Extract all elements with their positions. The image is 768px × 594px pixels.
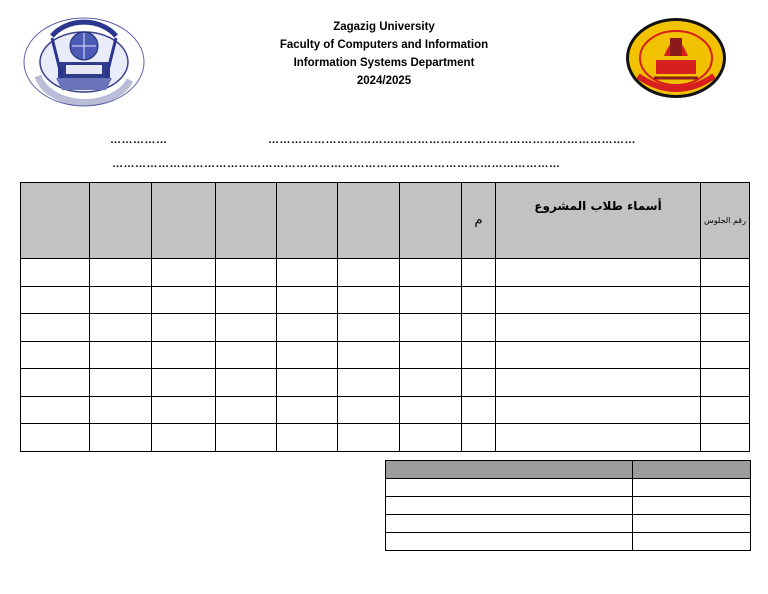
university-name: Zagazig University [333,21,435,33]
summary-cell[interactable] [633,479,751,497]
table-cell[interactable] [152,424,216,452]
header-cell[interactable] [90,183,152,259]
table-cell[interactable] [277,424,338,452]
faculty-name: Faculty of Computers and Information [279,39,489,51]
summary-cell[interactable] [386,515,633,533]
table-cell[interactable] [152,341,216,369]
table-cell[interactable] [701,286,750,314]
table-cell[interactable] [21,259,90,287]
summary-row [386,533,751,551]
table-cell[interactable] [400,259,462,287]
summary-header-cell[interactable] [386,461,633,479]
summary-header-row [386,461,751,479]
header-seat-number: رقم الجلوس [701,183,750,259]
table-cell[interactable] [338,396,400,424]
table-row [21,314,750,342]
table-cell[interactable] [277,369,338,397]
department-name: Information Systems Department [293,57,475,69]
table-cell[interactable] [496,369,701,397]
table-cell[interactable] [338,286,400,314]
table-cell[interactable] [277,341,338,369]
table-cell[interactable] [701,424,750,452]
table-cell[interactable] [277,396,338,424]
university-logo [624,16,728,100]
table-cell[interactable] [216,341,277,369]
table-cell[interactable] [496,396,701,424]
table-cell[interactable] [496,314,701,342]
fill-line-long-1: …………………………………………………………………………………… [268,134,636,146]
table-cell[interactable] [338,314,400,342]
table-cell[interactable] [400,286,462,314]
table-cell[interactable] [90,369,152,397]
table-cell[interactable] [496,424,701,452]
table-cell[interactable] [90,424,152,452]
header-cell[interactable] [216,183,277,259]
table-cell[interactable] [701,259,750,287]
table-cell[interactable] [90,314,152,342]
table-cell[interactable] [21,369,90,397]
students-table [20,182,750,452]
summary-header-cell[interactable] [633,461,751,479]
table-cell[interactable] [400,369,462,397]
table-cell[interactable] [462,424,496,452]
summary-cell[interactable] [386,479,633,497]
header-cell[interactable] [400,183,462,259]
table-row [21,341,750,369]
table-cell[interactable] [701,314,750,342]
table-cell[interactable] [462,369,496,397]
table-cell[interactable] [462,341,496,369]
summary-cell[interactable] [633,515,751,533]
table-cell[interactable] [462,286,496,314]
table-row [21,369,750,397]
table-cell[interactable] [21,341,90,369]
table-cell[interactable] [462,314,496,342]
header-cell[interactable] [338,183,400,259]
table-cell[interactable] [216,369,277,397]
header-student-names: أسماء طلاب المشروع [496,183,701,259]
summary-row [386,515,751,533]
table-row [21,286,750,314]
table-cell[interactable] [496,286,701,314]
fill-line-short: …………… [110,134,168,146]
table-cell[interactable] [216,314,277,342]
table-cell[interactable] [400,424,462,452]
table-cell[interactable] [701,396,750,424]
table-cell[interactable] [152,286,216,314]
table-row [21,396,750,424]
header-serial: م [462,183,496,259]
header-cell[interactable] [277,183,338,259]
table-cell[interactable] [277,286,338,314]
table-cell[interactable] [277,314,338,342]
table-cell[interactable] [400,314,462,342]
header-cell[interactable] [21,183,90,259]
table-cell[interactable] [462,259,496,287]
table-row [21,259,750,287]
table-cell[interactable] [338,369,400,397]
table-cell[interactable] [216,396,277,424]
table-cell[interactable] [216,259,277,287]
table-cell[interactable] [338,341,400,369]
table-cell[interactable] [152,314,216,342]
table-cell[interactable] [338,424,400,452]
header-cell[interactable] [152,183,216,259]
summary-cell[interactable] [386,497,633,515]
table-row [21,424,750,452]
table-header-row [21,183,750,259]
summary-row [386,479,751,497]
table-cell[interactable] [701,341,750,369]
table-cell[interactable] [21,424,90,452]
academic-year: 2024/2025 [356,75,412,87]
table-cell[interactable] [21,396,90,424]
table-cell[interactable] [701,369,750,397]
summary-cell[interactable] [633,497,751,515]
table-cell[interactable] [496,341,701,369]
table-cell[interactable] [152,396,216,424]
table-cell[interactable] [21,314,90,342]
table-cell[interactable] [400,396,462,424]
table-cell[interactable] [90,341,152,369]
table-cell[interactable] [90,396,152,424]
table-cell[interactable] [21,286,90,314]
table-cell[interactable] [496,259,701,287]
table-cell[interactable] [277,259,338,287]
summary-row [386,497,751,515]
summary-cell[interactable] [386,533,633,551]
summary-table [385,460,751,551]
fill-line-long-2: ……………………………………………………………………………………………………… [112,158,561,170]
table-cell[interactable] [338,259,400,287]
table-cell[interactable] [152,369,216,397]
table-cell[interactable] [90,259,152,287]
table-cell[interactable] [400,341,462,369]
table-cell[interactable] [462,396,496,424]
table-cell[interactable] [90,286,152,314]
table-cell[interactable] [216,286,277,314]
table-cell[interactable] [216,424,277,452]
table-cell[interactable] [152,259,216,287]
summary-cell[interactable] [633,533,751,551]
